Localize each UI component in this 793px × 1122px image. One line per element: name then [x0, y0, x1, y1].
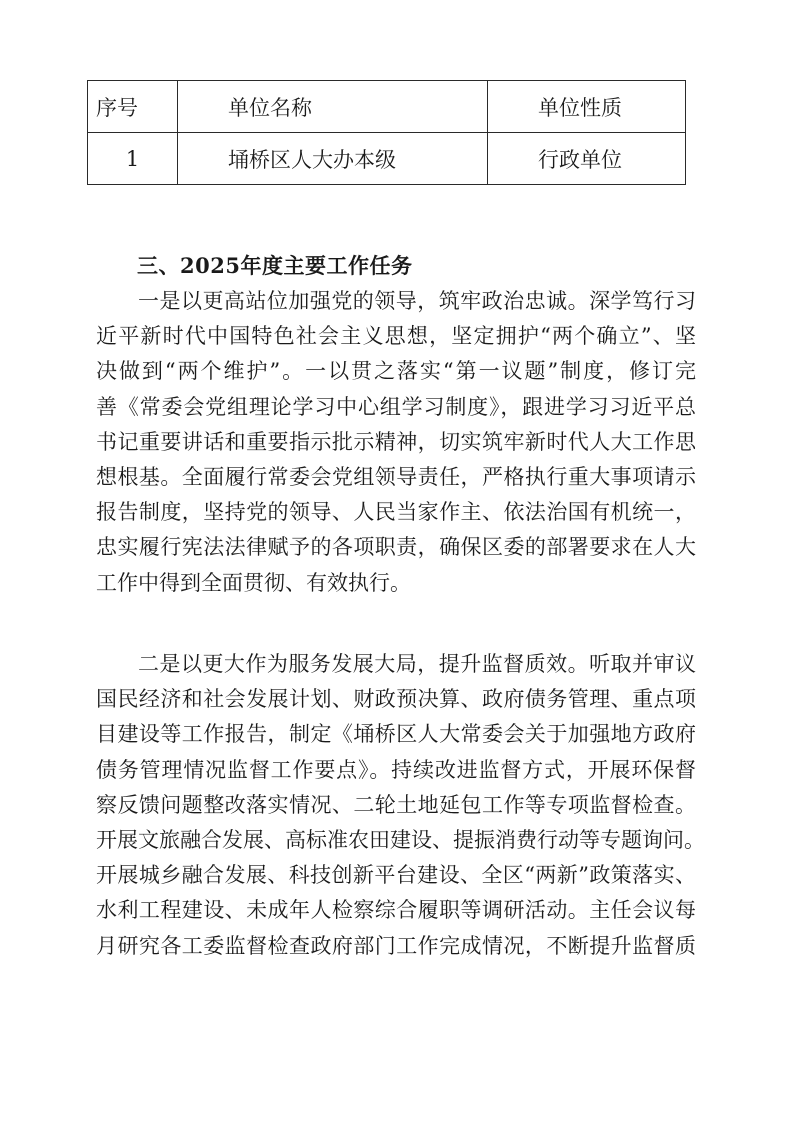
- paragraph-line: 二是以更大作为服务发展大局，提升监督质效。听取并审议: [138, 652, 696, 676]
- paragraph-line: 报告制度，坚持党的领导、人民当家作主、依法治国有机统一，: [96, 500, 696, 525]
- paragraph-line: 忠实履行宪法法律赋予的各项职责，确保区委的部署要求在人大: [96, 535, 696, 560]
- cell-seq: 1: [88, 133, 178, 185]
- table-row: [88, 133, 686, 185]
- paragraph-line: 开展文旅融合发展、高标准农田建设、提振消费行动等专题询问。: [96, 827, 705, 852]
- paragraph-line: 想根基。全面履行常委会党组领导责任，严格执行重大事项请示: [96, 464, 696, 489]
- paragraph-2: [96, 647, 705, 964]
- header-seq: 序号: [88, 81, 178, 133]
- paragraph-line: 善《常委会党组理论学习中心组学习制度》，跟进学习习近平总: [96, 394, 696, 419]
- paragraph-line: 决做到“两个维护”。一以贯之落实“第一议题”制度，修订完: [96, 359, 696, 384]
- paragraph-line: 一是以更高站位加强党的领导，筑牢政治忠诚。深学笃行习: [138, 289, 696, 313]
- header-unit-nature: 单位性质: [488, 81, 686, 133]
- unit-table: [87, 80, 686, 185]
- paragraph-line: 书记重要讲话和重要指示批示精神，切实筑牢新时代人大工作思: [96, 429, 696, 454]
- paragraph-line: 目建设等工作报告，制定《埇桥区人大常委会关于加强地方政府: [96, 722, 696, 747]
- paragraph-line: 察反馈问题整改落实情况、二轮土地延包工作等专项监督检查。: [96, 792, 696, 817]
- paragraph-line: 国民经济和社会发展计划、财政预决算、政府债务管理、重点项: [96, 687, 696, 712]
- cell-unit-nature: 行政单位: [488, 133, 686, 185]
- cell-unit-name: 埇桥区人大办本级: [178, 133, 488, 185]
- table-header-row: [88, 81, 686, 133]
- header-unit-name: 单位名称: [178, 81, 488, 133]
- paragraph-line: 开展城乡融合发展、科技创新平台建设、全区“两新”政策落实、: [96, 863, 696, 888]
- paragraph-1: [96, 284, 696, 601]
- paragraph-line: 工作中得到全面贯彻、有效执行。: [96, 570, 411, 595]
- paragraph-line: 月研究各工委监督检查政府部门工作完成情况，不断提升监督质: [96, 933, 696, 958]
- paragraph-line: 债务管理情况监督工作要点》。持续改进监督方式，开展环保督: [96, 757, 696, 782]
- section-heading: 三、2025年度主要工作任务: [137, 253, 413, 278]
- paragraph-line: 近平新时代中国特色社会主义思想，坚定拥护“两个确立”、坚: [96, 324, 696, 349]
- paragraph-line: 水利工程建设、未成年人检察综合履职等调研活动。主任会议每: [96, 898, 696, 923]
